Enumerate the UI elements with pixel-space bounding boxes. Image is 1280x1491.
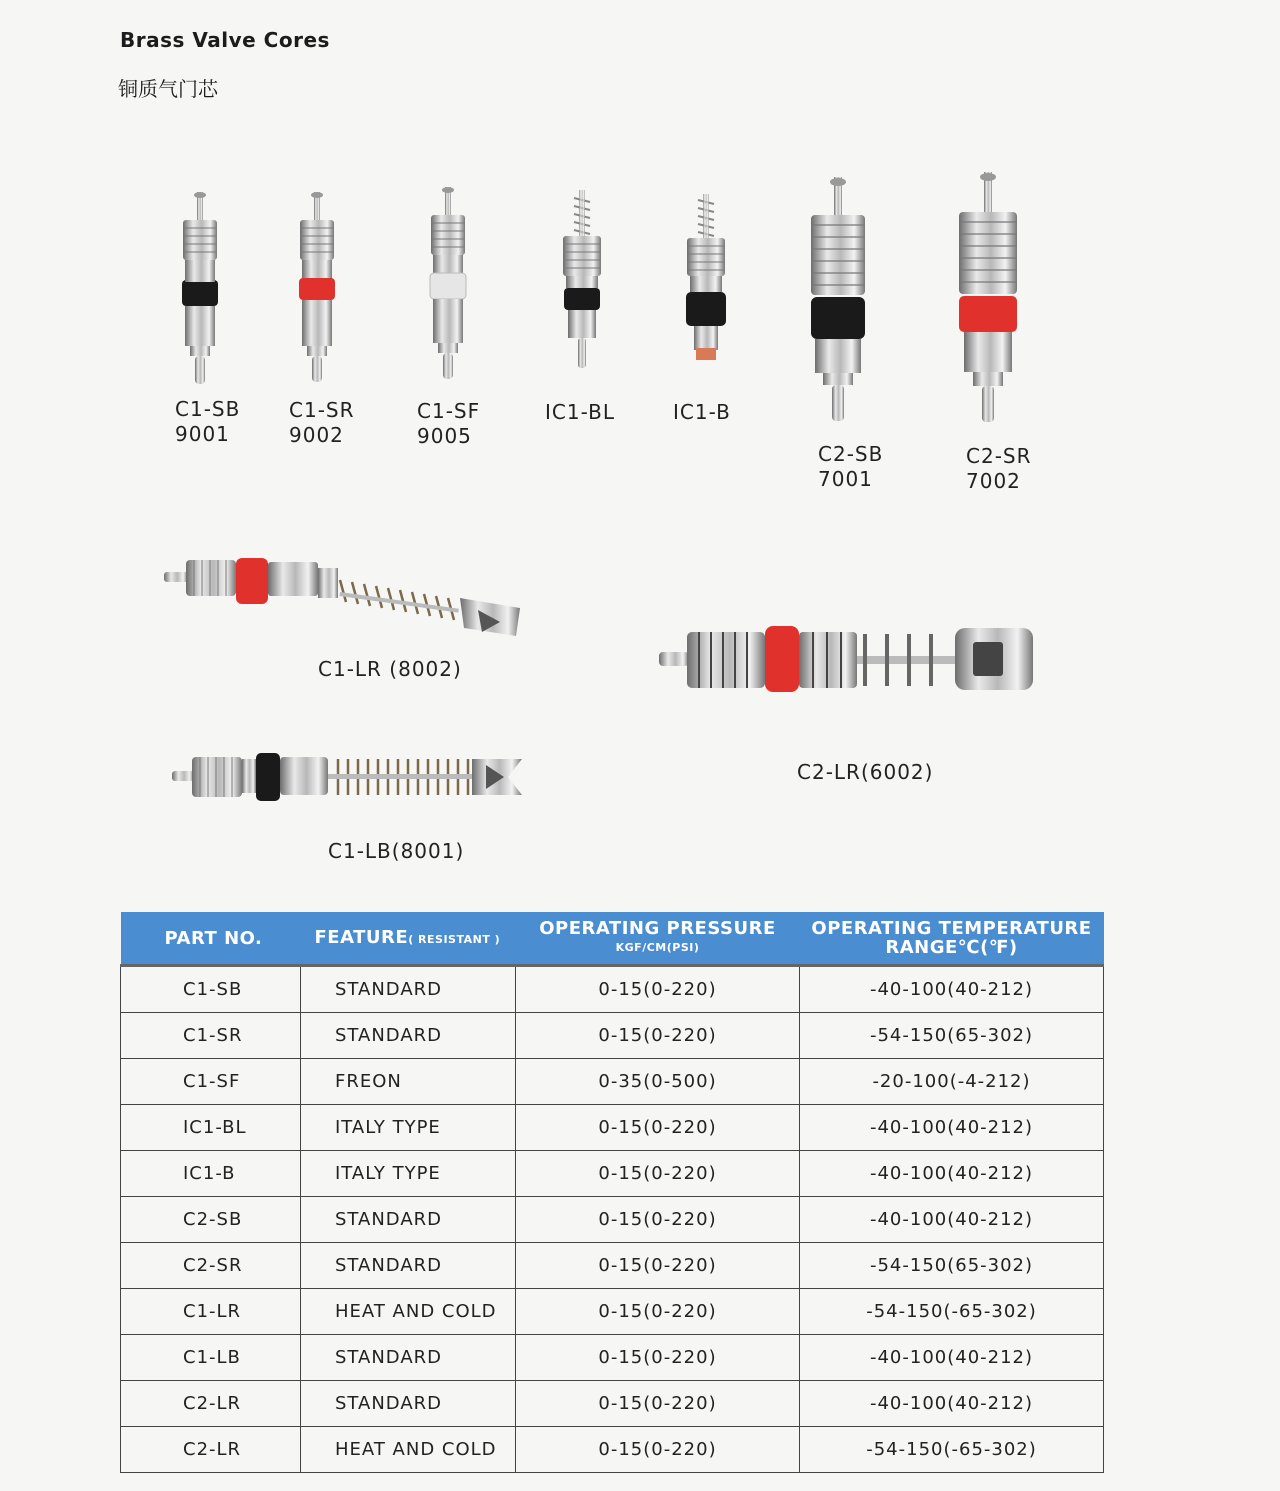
cell-temperature: -54-150(-65-302)	[800, 1289, 1104, 1335]
product-label-c1-lr	[318, 657, 462, 682]
cell-temperature: -54-150(65-302)	[800, 1013, 1104, 1059]
product-code: C2-LR(6002)	[797, 760, 934, 784]
product-number: 7002	[966, 469, 1021, 493]
cell-pressure: 0-15(0-220)	[516, 1013, 800, 1059]
spec-table	[120, 912, 1104, 1473]
cell-temperature: -40-100(40-212)	[800, 1197, 1104, 1243]
product-code: C1-SF	[417, 399, 481, 423]
product-code: C2-SB	[818, 442, 884, 466]
cell-part-no: C2-SB	[121, 1197, 301, 1243]
cell-feature: STANDARD	[301, 1335, 516, 1381]
product-number: 9002	[289, 423, 344, 447]
table-row	[121, 966, 1104, 1013]
page-title: Brass Valve Cores	[120, 28, 330, 52]
header-part-no: PART NO.	[121, 912, 301, 966]
product-label-ic1-bl	[545, 400, 615, 425]
product-code: IC1-BL	[545, 400, 615, 424]
table-row	[121, 1059, 1104, 1105]
cell-part-no: IC1-B	[121, 1151, 301, 1197]
spec-table-header	[121, 912, 1104, 966]
cell-temperature: -40-100(40-212)	[800, 966, 1104, 1013]
product-image-c2-sr	[953, 170, 1023, 425]
product-image-c1-lr	[160, 550, 530, 640]
product-image-c1-sf	[418, 185, 478, 385]
cell-feature: STANDARD	[301, 966, 516, 1013]
cell-temperature: -40-100(40-212)	[800, 1335, 1104, 1381]
product-image-c1-sb	[170, 190, 230, 390]
product-label-c2-sr	[966, 444, 1032, 494]
product-label-c1-sb	[175, 397, 240, 447]
table-row	[121, 1381, 1104, 1427]
product-code: C2-SR	[966, 444, 1032, 468]
table-row	[121, 1013, 1104, 1059]
table-row	[121, 1289, 1104, 1335]
page-subtitle: 铜质气门芯	[118, 77, 218, 101]
product-number: 7001	[818, 467, 873, 491]
product-image-c1-lb	[168, 745, 528, 815]
cell-temperature: -40-100(40-212)	[800, 1381, 1104, 1427]
cell-temperature: -40-100(40-212)	[800, 1151, 1104, 1197]
table-row	[121, 1427, 1104, 1473]
product-code: IC1-B	[673, 400, 731, 424]
product-code: C1-SB	[175, 397, 241, 421]
cell-part-no: C1-SB	[121, 966, 301, 1013]
product-label-ic1-b	[673, 400, 731, 425]
cell-feature: STANDARD	[301, 1197, 516, 1243]
header-feature: FEATURE( RESISTANT )	[301, 912, 516, 966]
cell-pressure: 0-15(0-220)	[516, 1289, 800, 1335]
cell-part-no: IC1-BL	[121, 1105, 301, 1151]
cell-part-no: C1-SR	[121, 1013, 301, 1059]
cell-pressure: 0-35(0-500)	[516, 1059, 800, 1105]
table-row	[121, 1335, 1104, 1381]
header-pressure: OPERATING PRESSURE KGF/CM(PSI)	[516, 912, 800, 966]
product-label-c2-sb	[818, 442, 883, 492]
cell-part-no: C2-LR	[121, 1381, 301, 1427]
c1-sb-seal	[182, 280, 218, 306]
cell-feature: HEAT AND COLD	[301, 1427, 516, 1473]
product-number: 9001	[175, 422, 230, 446]
table-row	[121, 1197, 1104, 1243]
product-image-ic1-b	[676, 192, 736, 372]
cell-feature: STANDARD	[301, 1013, 516, 1059]
table-row	[121, 1151, 1104, 1197]
cell-part-no: C1-SF	[121, 1059, 301, 1105]
product-image-c2-sb	[803, 175, 873, 425]
cell-pressure: 0-15(0-220)	[516, 1243, 800, 1289]
product-code: C1-LB(8001)	[328, 839, 465, 863]
header-temperature-sub: RANGE℃(℉)	[885, 937, 1018, 958]
header-temperature: OPERATING TEMPERATURE RANGE℃(℉)	[800, 912, 1104, 966]
cell-feature: ITALY TYPE	[301, 1151, 516, 1197]
product-image-c2-lr	[655, 620, 1040, 700]
product-image-c1-sr	[287, 190, 347, 390]
cell-feature: STANDARD	[301, 1381, 516, 1427]
product-image-ic1-bl	[552, 188, 612, 388]
cell-feature: FREON	[301, 1059, 516, 1105]
product-code: C1-SR	[289, 398, 355, 422]
header-pressure-sub: KGF/CM(PSI)	[615, 941, 700, 954]
cell-feature: ITALY TYPE	[301, 1105, 516, 1151]
cell-part-no: C2-SR	[121, 1243, 301, 1289]
cell-pressure: 0-15(0-220)	[516, 1335, 800, 1381]
product-label-c1-lb	[328, 839, 464, 864]
cell-pressure: 0-15(0-220)	[516, 1427, 800, 1473]
cell-temperature: -54-150(-65-302)	[800, 1427, 1104, 1473]
cell-feature: STANDARD	[301, 1243, 516, 1289]
cell-feature: HEAT AND COLD	[301, 1289, 516, 1335]
cell-temperature: -54-150(65-302)	[800, 1243, 1104, 1289]
cell-part-no: C2-LR	[121, 1427, 301, 1473]
product-label-c2-lr	[797, 760, 933, 785]
cell-pressure: 0-15(0-220)	[516, 966, 800, 1013]
cell-pressure: 0-15(0-220)	[516, 1197, 800, 1243]
header-feature-sub: ( RESISTANT )	[408, 932, 501, 946]
product-label-c1-sr	[289, 398, 355, 448]
cell-pressure: 0-15(0-220)	[516, 1151, 800, 1197]
product-code: C1-LR (8002)	[318, 657, 462, 681]
product-number: 9005	[417, 424, 472, 448]
cell-part-no: C1-LB	[121, 1335, 301, 1381]
table-row	[121, 1243, 1104, 1289]
cell-temperature: -20-100(-4-212)	[800, 1059, 1104, 1105]
cell-part-no: C1-LR	[121, 1289, 301, 1335]
product-label-c1-sf	[417, 399, 480, 449]
cell-pressure: 0-15(0-220)	[516, 1105, 800, 1151]
cell-pressure: 0-15(0-220)	[516, 1381, 800, 1427]
cell-temperature: -40-100(40-212)	[800, 1105, 1104, 1151]
table-row	[121, 1105, 1104, 1151]
